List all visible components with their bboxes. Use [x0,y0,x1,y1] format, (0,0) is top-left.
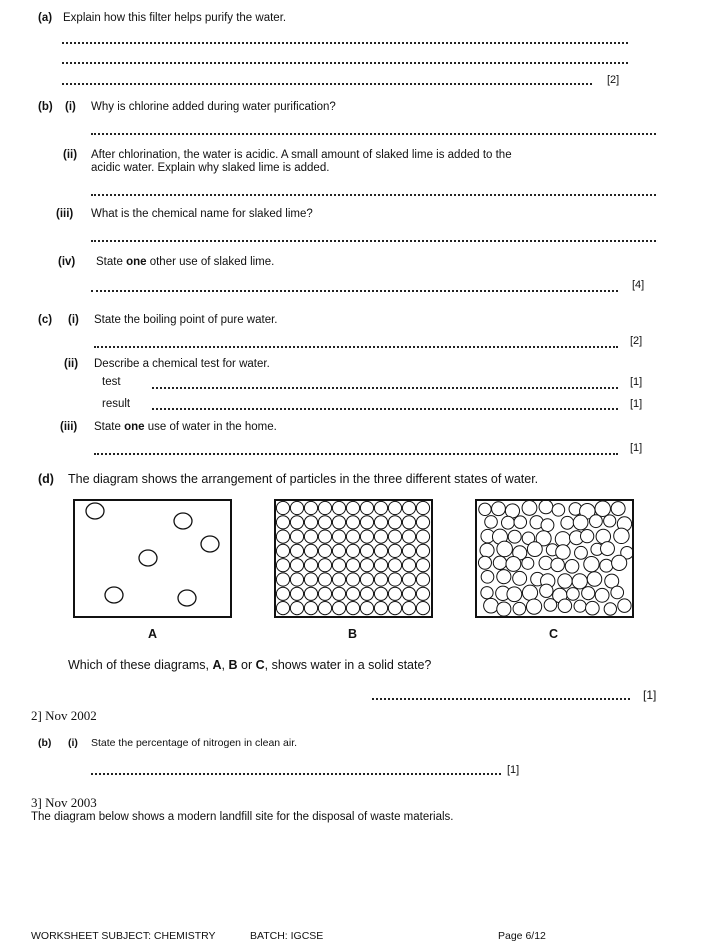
particle [276,530,289,543]
particle [618,599,631,612]
diagram-b-solid [274,499,433,618]
particle [575,546,588,559]
particle [374,573,387,586]
mark-allocation: [1] [507,764,520,776]
particle [290,587,303,600]
section-heading-nov-2002: 2] Nov 2002 [31,708,97,723]
particle [360,501,373,514]
particle [611,586,624,599]
particle [478,556,491,569]
part-c-label: (c) [38,314,53,326]
particle [497,541,513,557]
particle [374,544,387,557]
particle [567,588,580,601]
particle [595,501,610,516]
particle [276,544,289,557]
particle [497,570,511,584]
part-d-question: The diagram shows the arrangement of particles in the three different states of water. [68,472,539,486]
particle [402,559,415,572]
particle [402,587,415,600]
particle [604,515,616,527]
mark-allocation: [2] [607,74,620,86]
result-label: result [102,398,131,410]
particle [388,587,401,600]
particle [346,602,359,615]
answer-line[interactable] [91,133,656,135]
particle [507,587,522,602]
particle [304,544,317,557]
particle [276,573,289,586]
particle [332,602,345,615]
particle [604,603,616,615]
particle [290,573,303,586]
particle [332,573,345,586]
particle [574,600,586,612]
part-b-iv-num: (iv) [58,256,76,268]
particle [612,555,627,570]
particle [318,501,331,514]
particle [178,590,196,606]
nov2002-num: (i) [68,737,78,749]
part-b-iii-question: What is the chemical name for slaked lime? [91,208,313,220]
particle [374,559,387,572]
particle [276,516,289,529]
part-a-question: Explain how this filter helps purify the water. [63,12,287,24]
mark-allocation: [4] [632,279,645,291]
mark-allocation: [1] [643,688,657,702]
answer-line[interactable] [91,194,656,196]
footer-subject: WORKSHEET SUBJECT: CHEMISTRY [31,930,216,942]
mark-allocation: [1] [630,398,643,410]
particle [561,516,574,529]
particle [416,587,429,600]
particle [416,501,429,514]
particle [402,501,415,514]
particle [388,559,401,572]
particle [508,530,521,543]
answer-line[interactable] [91,773,501,775]
particle [481,571,494,584]
particle [527,542,542,557]
part-c-i-question: State the boiling point of pure water. [94,314,278,326]
nov2002-question: State the percentage of nitrogen in clean air. [91,737,298,749]
particle [332,516,345,529]
answer-line[interactable] [62,42,628,44]
particle [304,530,317,543]
particle [611,502,625,516]
part-c-iii-num: (iii) [60,421,78,433]
particle [558,574,572,588]
particle [402,602,415,615]
particle [318,544,331,557]
result-answer-line[interactable] [152,408,618,410]
solid-particles [276,501,431,616]
part-b-ii-num: (ii) [63,149,78,161]
particle [374,501,387,514]
particle [544,599,557,612]
particle [276,559,289,572]
particle [481,587,493,599]
part-c-iii-question: State one use of water in the home. [94,421,277,433]
particle [304,516,317,529]
particle [174,513,192,529]
particle [492,502,506,516]
particle [201,536,219,552]
particle [276,587,289,600]
particle [479,503,491,515]
particle [388,530,401,543]
particle [304,501,317,514]
particle [332,587,345,600]
answer-line[interactable] [62,62,628,64]
particle [587,572,602,587]
particle [346,530,359,543]
particle [416,516,429,529]
particle [318,587,331,600]
nov2002-part-label: (b) [38,737,52,749]
particle [556,545,571,560]
particle [526,599,541,614]
particle [493,556,506,569]
particle [402,573,415,586]
particle [374,587,387,600]
particle [332,530,345,543]
part-c-ii-question: Describe a chemical test for water. [94,358,270,370]
particle [388,602,401,615]
particle [318,516,331,529]
particle [402,530,415,543]
particle [318,559,331,572]
diagram-a-gas [73,499,232,618]
particle [276,602,289,615]
particle [332,501,345,514]
part-b-ii-line1: After chlorination, the water is acidic. A small amount of slaked lime is added to the [91,149,512,161]
answer-line[interactable] [94,346,618,348]
particle [513,602,526,615]
particle [360,544,373,557]
footer-page-number: Page 6/12 [498,930,546,942]
particle [360,530,373,543]
particle [318,602,331,615]
particle [402,544,415,557]
particle [388,516,401,529]
mark-allocation: [1] [630,442,643,454]
mark-allocation: [2] [630,335,643,347]
particle [539,556,552,569]
diagram-label-c: C [549,627,559,641]
answer-line[interactable] [91,290,618,292]
test-label: test [102,376,121,388]
footer-batch: BATCH: IGCSE [250,930,324,942]
particle [582,587,595,600]
particle [586,601,600,615]
particle [485,516,498,529]
particle [346,544,359,557]
particle [374,516,387,529]
particle [374,602,387,615]
particle [416,573,429,586]
particle [86,503,104,519]
part-b-iii-num: (iii) [56,208,74,220]
particle [105,587,123,603]
mark-allocation: [1] [630,376,643,388]
section-heading-nov-2003: 3] Nov 2003 [31,795,97,810]
particle [332,544,345,557]
particle [551,558,564,571]
particle [416,602,429,615]
particle [595,588,609,602]
particle [573,515,588,530]
particle [541,519,554,532]
particle [416,530,429,543]
particle [304,587,317,600]
part-d-solid-question: Which of these diagrams, A, B or C, shows water in a solid state? [68,658,432,672]
particle [416,559,429,572]
particle [540,584,553,597]
gas-particles [75,501,230,616]
particle [552,504,565,517]
part-b-label: (b) [38,101,53,113]
answer-line[interactable] [94,453,618,455]
particle [346,501,359,514]
particle [600,559,613,572]
part-c-i-num: (i) [68,314,79,326]
particle [522,501,537,515]
particle [346,516,359,529]
particle [388,501,401,514]
particle [501,516,514,529]
particle [590,515,603,528]
particle [290,501,303,514]
particle [346,559,359,572]
particle [584,557,599,572]
particle [506,557,521,572]
diagram-label-a: A [148,627,158,641]
particle [388,573,401,586]
particle [402,516,415,529]
particle [565,559,579,573]
particle [484,598,499,613]
particle [318,573,331,586]
particle [572,574,587,589]
particle [360,602,373,615]
particle [290,516,303,529]
particle [614,528,629,543]
particle [513,571,527,585]
particle [360,559,373,572]
diagram-c-liquid [475,499,634,618]
liquid-particles [477,501,632,616]
particle [332,559,345,572]
answer-line[interactable] [372,698,630,700]
particle [290,544,303,557]
part-d-label: (d) [38,472,54,486]
particle [539,501,553,514]
diagram-label-b: B [348,627,358,641]
particle [522,557,534,569]
particle [304,602,317,615]
particle [497,602,511,616]
particle [139,550,157,566]
nov2003-text: The diagram below shows a modern landfill site for the disposal of waste materials. [31,811,454,823]
particle [360,573,373,586]
part-b-i-num: (i) [65,101,76,113]
answer-line[interactable] [62,83,592,85]
particle [374,530,387,543]
particle [581,529,594,542]
particle [290,602,303,615]
particle [290,530,303,543]
part-a-label: (a) [38,12,53,24]
particle [318,530,331,543]
particle [416,544,429,557]
particle [360,516,373,529]
particle [304,573,317,586]
particle [276,501,289,514]
part-b-ii-line2: acidic water. Explain why slaked lime is added. [91,162,330,174]
particle [290,559,303,572]
part-c-ii-num: (ii) [64,358,79,370]
particle [480,543,494,557]
answer-line[interactable] [91,240,656,242]
part-b-iv-question: State one other use of slaked lime. [96,256,275,268]
particle [346,587,359,600]
particle [388,544,401,557]
particle [601,542,615,556]
test-answer-line[interactable] [152,387,618,389]
particle [558,599,571,612]
particle [346,573,359,586]
particle [514,516,527,529]
particle [522,585,537,600]
particle [304,559,317,572]
part-b-i-question: Why is chlorine added during water purification? [91,101,336,113]
particle [360,587,373,600]
